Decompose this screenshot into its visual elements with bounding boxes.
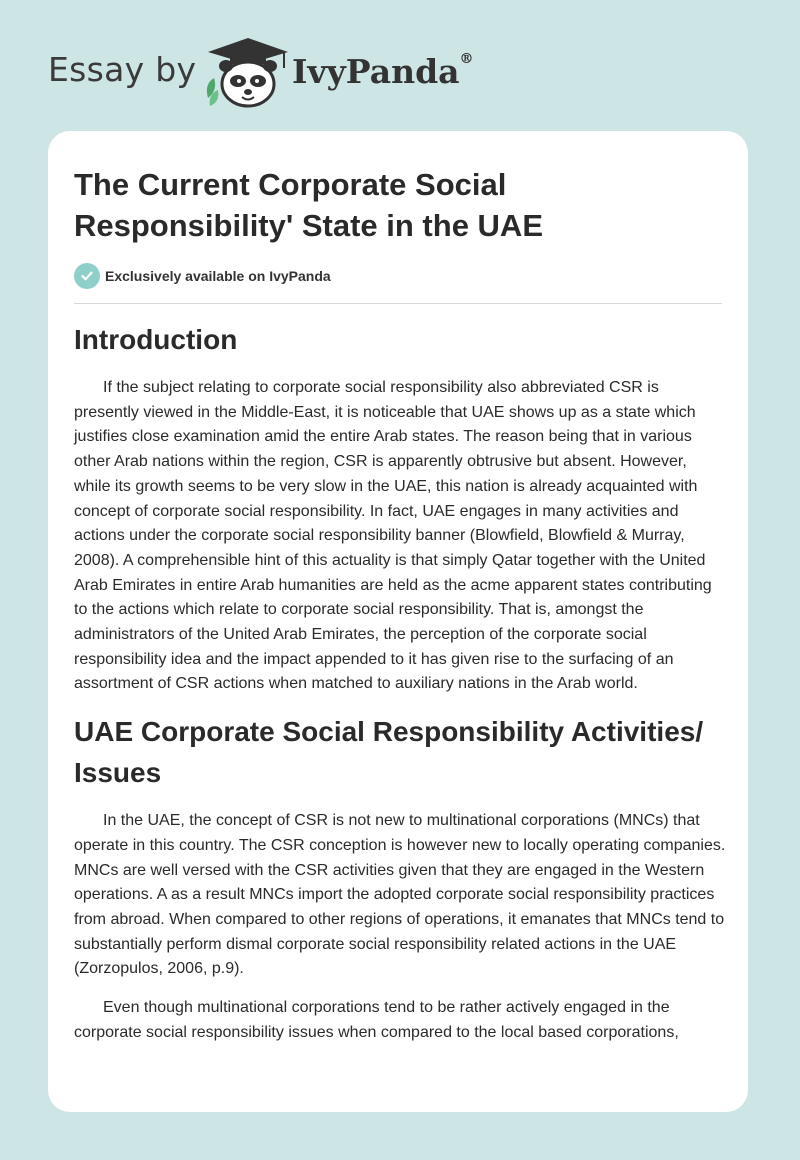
- page-title: The Current Corporate Social Responsibility' State in the UAE: [74, 167, 543, 243]
- section-heading-introduction: Introduction: [74, 324, 238, 355]
- article-card: [48, 131, 748, 1112]
- exclusive-badge: [74, 263, 331, 289]
- section-heading-uae-csr-activities: UAE Corporate Social Responsibility Activities/ Issues: [74, 716, 704, 789]
- exclusive-label: Exclusively available on IvyPanda: [105, 268, 331, 284]
- registered-mark: ®: [459, 51, 474, 67]
- paragraph: In the UAE, the concept of CSR is not new to multinational corporations (MNCs) that operate in this country. The CSR conception is however new to locally operating companies. MNCs are well versed with the CSR activities given that they are engaged in the Western operations. A as a result MNCs import the adopted corporate social responsibility practices from abroad. When compared to other regions of operations, it emanates that MNCs tend to substantially perform dismal corporate social responsibility related actions in the UAE (Zorzopulos, 2006, p.9).: [74, 812, 726, 978]
- check-circle-icon: [74, 263, 100, 289]
- site-header: [0, 0, 800, 130]
- divider: [74, 303, 722, 304]
- brand-text: IvyPanda: [292, 52, 460, 91]
- panda-graduate-icon[interactable]: [200, 36, 296, 108]
- essay-by-label: Essay by: [48, 50, 197, 89]
- brand-name[interactable]: [292, 52, 474, 91]
- article-body: [74, 319, 726, 1059]
- paragraph: If the subject relating to corporate social responsibility also abbreviated CSR is presently viewed in the Middle-East, it is noticeable that UAE shows up as a state which justifies close examination amid the entire Arab states. The reason being that in various other Arab nations within the region, CSR is apparently obtrusive but absent. However, while its growth seems to be very slow in the UAE, this nation is already acquainted with concept of corporate social responsibility. In fact, UAE engages in many activities and actions under the corporate social responsibility banner (Blowfield, Blowfield & Murray, 2008). A comprehensible hint of this actuality is that simply Qatar together with the United Arab Emirates in entire Arab humanities are held as the acme apparent states contributing to the actions which relate to corporate social responsibility. That is, amongst the administrators of the United Arab Emirates, the perception of the corporate social responsibility idea and the impact appended to it has given rise to the surfacing of an assortment of CSR actions when matched to auxiliary nations in the Arab world.: [74, 379, 712, 693]
- paragraph: Even though multinational corporations tend to be rather actively engaged in the corporate social responsibility issues when compared to the local based corporations,: [74, 999, 679, 1041]
